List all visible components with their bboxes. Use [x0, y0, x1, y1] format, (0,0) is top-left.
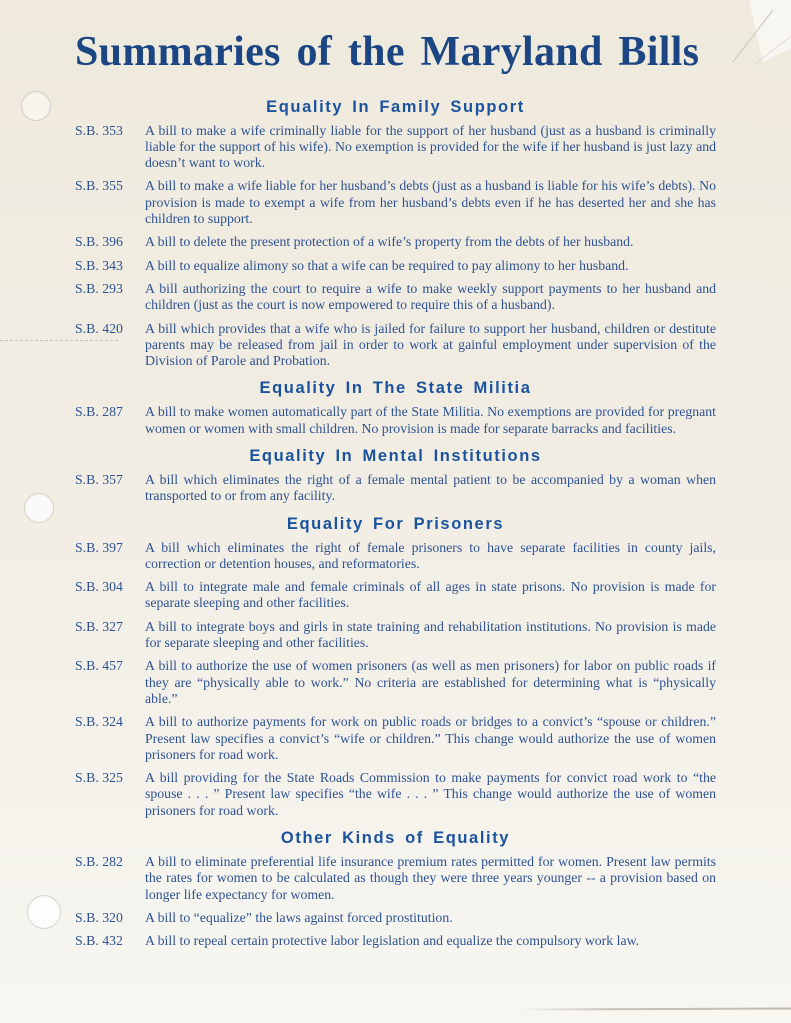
- section-heading: Other Kinds of Equality: [280, 829, 511, 848]
- bill-number: S.B. 282: [75, 854, 123, 870]
- bill-number: S.B. 293: [75, 280, 123, 296]
- bill-row: [75, 258, 716, 274]
- bill-summary: A bill to make a wife liable for her husband’s debts (just as a husband is liable for his wife’s debts). No provision is made to exempt a wife from her husband’s debts even if he has deserted her and she has children to support.: [145, 178, 716, 227]
- bill-number: S.B. 357: [75, 472, 123, 487]
- bill-row: [75, 619, 716, 652]
- bill-number: S.B. 420: [75, 320, 123, 336]
- bill-summary: A bill which eliminates the right of female prisoners to have separate facilities in county jails, correction or detention houses, and reformatories.: [145, 539, 716, 571]
- bill-number: S.B. 287: [75, 404, 123, 420]
- bill-number: S.B. 353: [75, 122, 123, 138]
- bill-row: [75, 178, 716, 227]
- bill-row: [75, 281, 716, 314]
- bill-number: S.B. 320: [75, 909, 123, 925]
- bill-number: S.B. 432: [75, 933, 123, 949]
- bill-summary: A bill to delete the present protection of a wife’s property from the debts of her husband.: [145, 234, 634, 250]
- bill-summary: A bill to integrate boys and girls in state training and rehabilitation institutions. No provision is made for separate sleeping and other facilities.: [145, 618, 716, 651]
- bill-number: S.B. 397: [75, 539, 123, 555]
- bill-summary: A bill which eliminates the right of a female mental patient to be accompanied by a woman when transported to or from any facility.: [145, 472, 716, 504]
- bill-summary: A bill which provides that a wife who is jailed for failure to support her husband, children or destitute parents may be released from jail in order to work at gainful employment under supervision of the Division of Parole and Probation.: [145, 320, 716, 369]
- folded-corner-mark: [711, 0, 791, 75]
- hole-punch: [25, 494, 53, 522]
- bill-row: [75, 854, 716, 903]
- bill-summary: A bill to make women automatically part of the State Militia. No exemptions are provided for pregnant women or women with small children. No provision is made for separate barracks and facilities.: [145, 404, 716, 436]
- bill-row: [75, 404, 716, 437]
- document-content: [75, 28, 716, 957]
- bill-summary: A bill to integrate male and female criminals of all ages in state prisons. No provision is made for separate sleeping and other facilities.: [145, 579, 716, 611]
- bill-summary: A bill to authorize payments for work on public roads or bridges to a convict’s “spouse or children.” Present law specifies a convict’s “wife or children.” This change would authorize the use of women prisoners for road work.: [145, 714, 716, 762]
- bill-summary: A bill to make a wife criminally liable for the support of her husband (just as a husband is criminally liable for the support of his wife). No exemption is provided for the wife if her husband is just lazy and doesn’t want to work.: [145, 122, 716, 171]
- bill-row: [75, 540, 716, 573]
- bill-summary: A bill to authorize the use of women prisoners (as well as men prisoners) for labor on public roads if they are “physically able to work.” No criteria are established for determining what is “physically able.”: [145, 658, 716, 706]
- bill-number: S.B. 327: [75, 618, 123, 634]
- hole-punch: [28, 896, 60, 928]
- bill-summary: A bill to eliminate preferential life insurance premium rates permitted for women. Present law permits the rates for women to be calculated as though they were three years younger -- a provision based on longer life expectancy for women.: [145, 854, 716, 902]
- hole-punch: [22, 92, 50, 120]
- section-heading: Equality In Mental Institutions: [249, 447, 542, 465]
- bill-row: [75, 910, 716, 926]
- bill-number: S.B. 343: [75, 257, 123, 273]
- bill-number: S.B. 355: [75, 178, 123, 194]
- page-title: Summaries of the Maryland Bills: [75, 29, 700, 75]
- bill-summary: A bill to equalize alimony so that a wife can be required to pay alimony to her husband.: [145, 257, 629, 273]
- bill-row: [75, 933, 716, 949]
- bill-row: [75, 472, 716, 505]
- bill-row: [75, 658, 716, 707]
- bill-row: [75, 234, 716, 250]
- bill-summary: A bill to repeal certain protective labor legislation and equalize the compulsory work law.: [145, 933, 640, 949]
- bill-row: [75, 579, 716, 612]
- bill-row: [75, 770, 716, 819]
- bill-summary: A bill providing for the State Roads Commission to make payments for convict road work to “the spouse . . . ” Present law specifies “the wife . . . ” This change would authorize the use of women prisoners for road work.: [145, 770, 716, 818]
- bill-number: S.B. 304: [75, 579, 123, 595]
- bill-row: [75, 321, 716, 370]
- sections-container: [75, 97, 716, 950]
- section-heading: Equality In Family Support: [266, 97, 525, 116]
- bill-number: S.B. 325: [75, 770, 123, 786]
- bill-summary: A bill to “equalize” the laws against forced prostitution.: [145, 909, 453, 925]
- section-heading: Equality For Prisoners: [286, 514, 505, 533]
- bill-summary: A bill authorizing the court to require a wife to make weekly support payments to her husband and children (just as the court is now empowered to require this of a husband).: [145, 280, 716, 313]
- section-heading: Equality In The State Militia: [259, 379, 532, 398]
- bill-number: S.B. 324: [75, 714, 123, 730]
- bill-number: S.B. 457: [75, 658, 123, 674]
- bill-row: [75, 714, 716, 763]
- page-edge-shadow: [520, 1008, 791, 1010]
- bill-row: [75, 123, 716, 172]
- bill-number: S.B. 396: [75, 234, 123, 250]
